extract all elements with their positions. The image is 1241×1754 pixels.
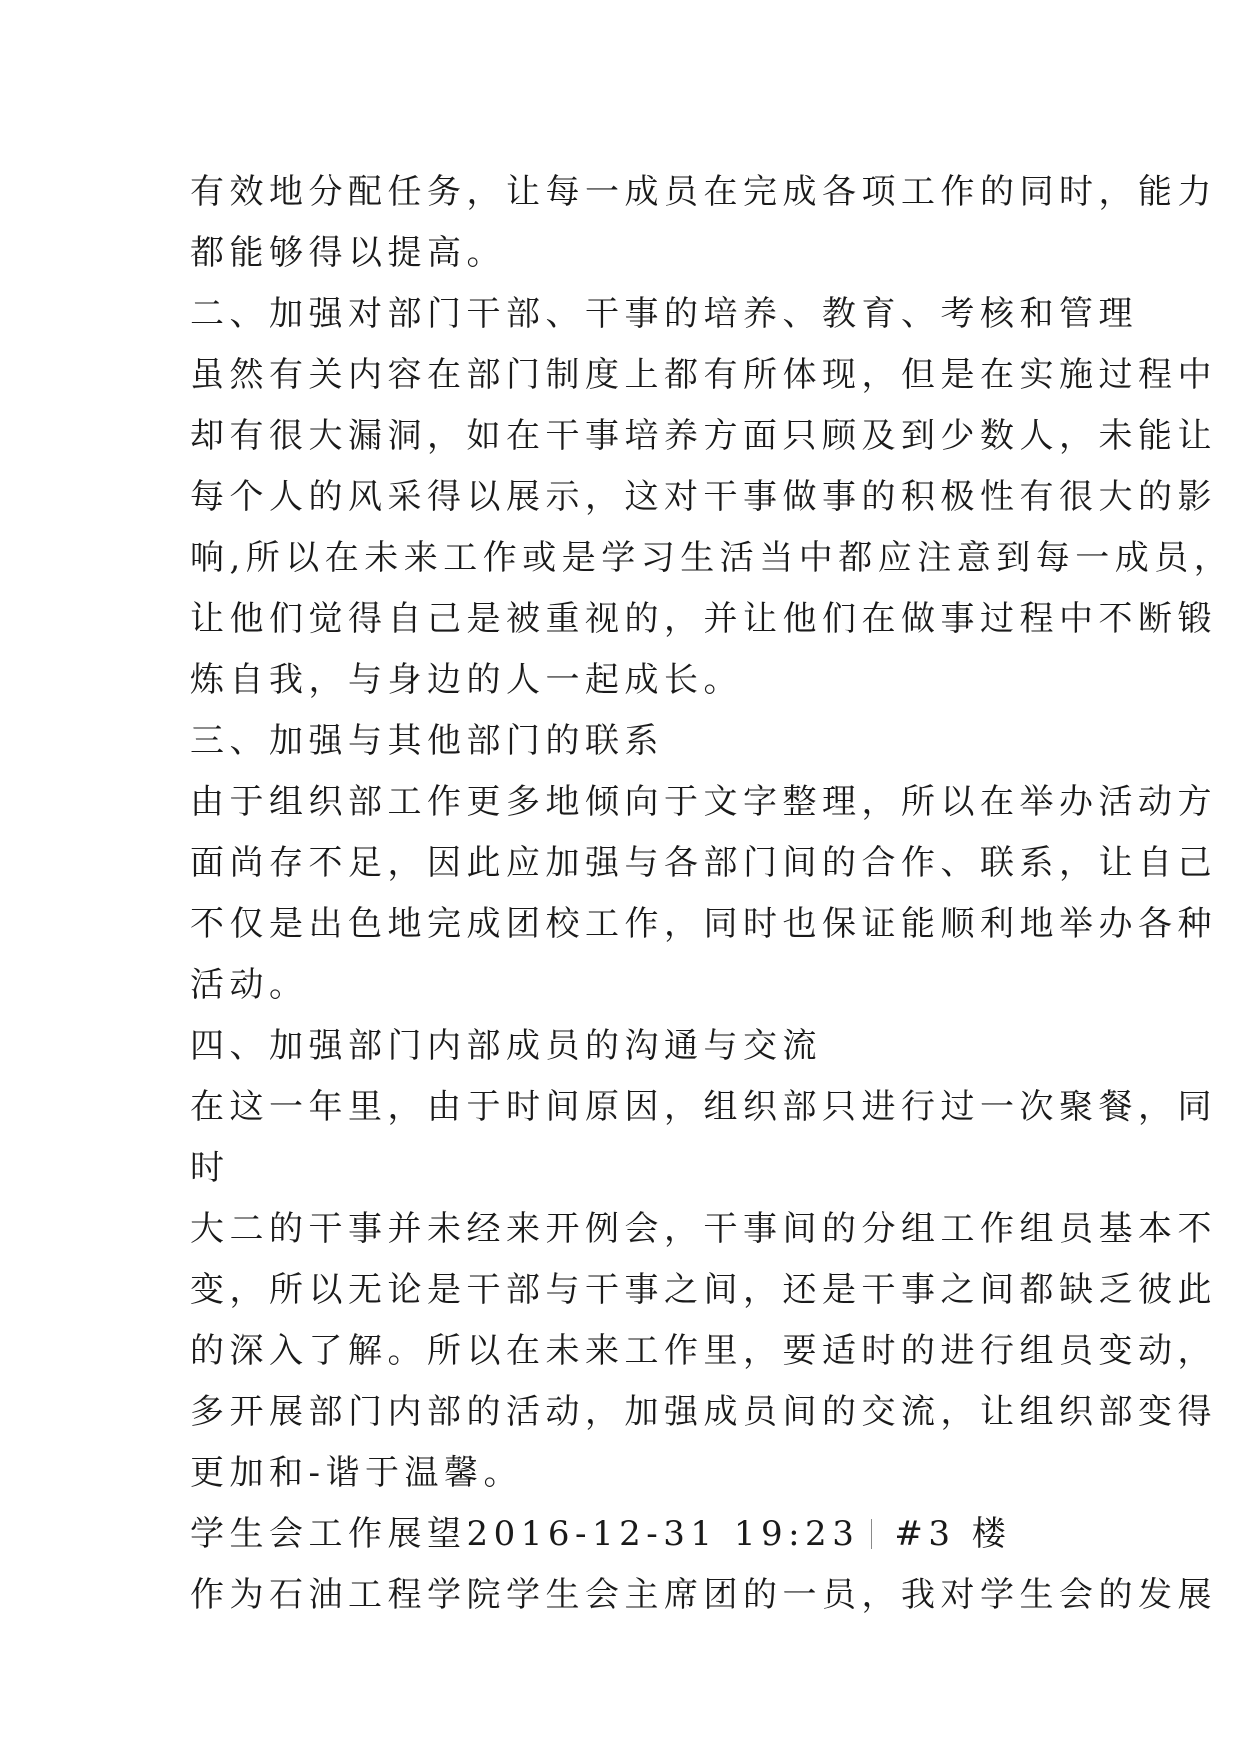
paragraph-line: 不仅是出色地完成团校工作，同时也保证能顺利地举办各种 [190, 904, 1217, 944]
document-body [190, 162, 1234, 1626]
paragraph-line: 炼自我，与身边的人一起成长。 [190, 660, 743, 700]
paragraph-line: 作为石油工程学院学生会主席团的一员，我对学生会的发展 [190, 1575, 1217, 1615]
paragraph-line: 虽然有关内容在部门制度上都有所体现，但是在实施过程中 [190, 355, 1217, 395]
paragraph-line: 却有很大漏洞，如在干事培养方面只顾及到少数人，未能让 [190, 416, 1217, 456]
paragraph-line: 每个人的风采得以展示，这对干事做事的积极性有很大的影 [190, 477, 1217, 517]
post-header [190, 1504, 1070, 1565]
post-datetime: 2016-12-31 19:23 [466, 1514, 860, 1554]
section-heading: 二、加强对部门干部、干事的培养、教育、考核和管理 [190, 294, 1138, 334]
section-heading: 四、加强部门内部成员的沟通与交流 [190, 1026, 822, 1066]
paragraph-line: 多开展部门内部的活动，加强成员间的交流，让组织部变得 [190, 1392, 1217, 1432]
post-floor: #3 楼 [894, 1514, 1012, 1554]
paragraph-line: 大二的干事并未经来开例会，干事间的分组工作组员基本不 [190, 1209, 1217, 1249]
paragraph-line: 更加和-谐于温馨。 [190, 1453, 523, 1493]
paragraph-line: 面尚存不足，因此应加强与各部门间的合作、联系，让自己 [190, 843, 1217, 883]
paragraph-line: 时 [190, 1148, 230, 1188]
paragraph-line: 在这一年里，由于时间原因，组织部只进行过一次聚餐，同 [190, 1087, 1217, 1127]
paragraph-line: 活动。 [190, 965, 309, 1005]
paragraph-line: 都能够得以提高。 [190, 233, 506, 273]
paragraph-line: 由于组织部工作更多地倾向于文字整理，所以在举办活动方 [190, 782, 1217, 822]
section-heading: 三、加强与其他部门的联系 [190, 721, 664, 761]
paragraph-line: 的深入了解。所以在未来工作里，要适时的进行组员变动， [190, 1331, 1217, 1371]
post-separator [871, 1519, 872, 1549]
paragraph-line: 变，所以无论是干部与干事之间，还是干事之间都缺乏彼此 [190, 1270, 1217, 1310]
paragraph-line: 响,所以在未来工作或是学习生活当中都应注意到每一成员， [190, 538, 1234, 578]
post-title: 学生会工作展望 [190, 1514, 467, 1554]
paragraph-line: 有效地分配任务，让每一成员在完成各项工作的同时，能力 [190, 172, 1217, 212]
paragraph-line: 让他们觉得自己是被重视的，并让他们在做事过程中不断锻 [190, 599, 1217, 639]
